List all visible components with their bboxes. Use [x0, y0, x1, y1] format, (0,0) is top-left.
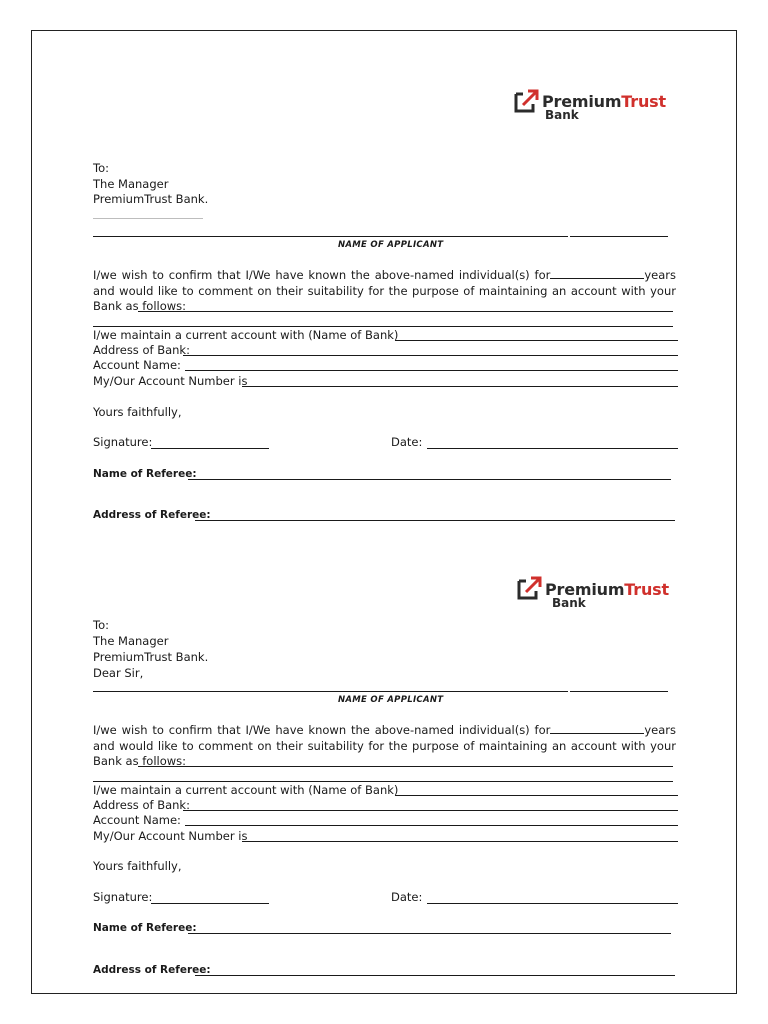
name-of-applicant-caption: NAME OF APPLICANT [338, 240, 444, 250]
address-of-bank-label: Address of Bank: [93, 798, 190, 812]
confirmation-text-start: I/we wish to confirm that I/We have known the above-named individual(s) for [93, 723, 551, 737]
account-number-label: My/Our Account Number is [93, 829, 248, 843]
account-number-field[interactable] [242, 841, 678, 842]
applicant-name-field-end[interactable] [570, 691, 668, 692]
to-label: To: [93, 161, 109, 175]
confirmation-text-end: years and would like to comment on their suitability for the purpose of maintaining an account with your Bank as follows: [93, 723, 676, 768]
confirmation-paragraph [93, 267, 676, 315]
name-of-referee-text: Name of Referee [93, 468, 193, 480]
name-of-referee-colon: : [192, 468, 197, 480]
bank-name-field[interactable] [395, 340, 678, 341]
date-label: Date: [391, 435, 423, 449]
name-of-referee-colon: : [192, 922, 197, 934]
address-of-referee-text: Address of Referee [93, 964, 207, 976]
current-account-label: I/we maintain a current account with (Name of Bank) [93, 328, 399, 342]
applicant-name-field[interactable] [93, 236, 568, 237]
name-of-referee-text: Name of Referee [93, 922, 193, 934]
logo-trust-text: Trust [621, 92, 666, 111]
logo-bank-text: Bank [545, 108, 579, 122]
salutation-label: Dear Sir, [93, 666, 144, 680]
applicant-name-field[interactable] [93, 691, 568, 692]
address-of-referee-text: Address of Referee [93, 509, 207, 521]
bank-name-label: PremiumTrust Bank. [93, 192, 209, 206]
manager-label: The Manager [93, 634, 169, 648]
logo-arrow-box-icon [514, 89, 540, 115]
salutation-line [93, 218, 203, 219]
logo-premium-text: Premium [542, 92, 622, 111]
date-field[interactable] [427, 903, 678, 904]
address-of-referee-label [93, 963, 211, 977]
premiumtrust-logo [517, 576, 669, 610]
address-of-referee-colon: : [206, 509, 211, 521]
bank-name-field[interactable] [395, 795, 678, 796]
date-label: Date: [391, 890, 423, 904]
date-field[interactable] [427, 448, 678, 449]
signature-label: Signature: [93, 435, 153, 449]
account-name-label: Account Name: [93, 813, 181, 827]
manager-label: The Manager [93, 177, 169, 191]
signature-label: Signature: [93, 890, 153, 904]
confirmation-paragraph [93, 722, 676, 770]
premiumtrust-logo [514, 89, 666, 122]
signature-field[interactable] [151, 448, 269, 449]
name-of-referee-label [93, 921, 197, 935]
logo-trust-text: Trust [624, 580, 669, 599]
bank-name-label: PremiumTrust Bank. [93, 650, 209, 664]
comment-line-2[interactable] [93, 781, 673, 782]
confirmation-text-end: years and would like to comment on their suitability for the purpose of maintaining an account with your Bank as follows: [93, 268, 676, 313]
comment-line-2[interactable] [93, 326, 673, 327]
address-of-referee-colon: : [206, 964, 211, 976]
account-name-label: Account Name: [93, 358, 181, 372]
comment-line-1[interactable] [138, 311, 673, 312]
account-name-field[interactable] [185, 370, 678, 371]
logo-arrow-box-icon [517, 576, 543, 602]
address-of-referee-field[interactable] [195, 975, 675, 976]
years-field[interactable] [550, 722, 644, 734]
signature-field[interactable] [151, 903, 269, 904]
yours-faithfully-label: Yours faithfully, [93, 859, 182, 873]
to-label: To: [93, 618, 109, 632]
address-of-bank-label: Address of Bank: [93, 343, 190, 357]
logo-premium-text: Premium [545, 580, 625, 599]
account-name-field[interactable] [185, 825, 678, 826]
confirmation-text-start: I/we wish to confirm that I/We have known the above-named individual(s) for [93, 268, 551, 282]
current-account-label: I/we maintain a current account with (Name of Bank) [93, 783, 399, 797]
address-of-bank-field[interactable] [183, 355, 678, 356]
name-of-applicant-caption: NAME OF APPLICANT [338, 695, 444, 705]
name-of-referee-field[interactable] [188, 933, 671, 934]
yours-faithfully-label: Yours faithfully, [93, 405, 182, 419]
years-field[interactable] [550, 267, 644, 279]
address-of-bank-field[interactable] [183, 810, 678, 811]
logo-bank-text: Bank [552, 596, 586, 610]
applicant-name-field-end[interactable] [570, 236, 668, 237]
comment-line-1[interactable] [138, 766, 673, 767]
account-number-field[interactable] [242, 386, 678, 387]
reference-form-2 [0, 455, 768, 976]
account-number-label: My/Our Account Number is [93, 374, 248, 388]
